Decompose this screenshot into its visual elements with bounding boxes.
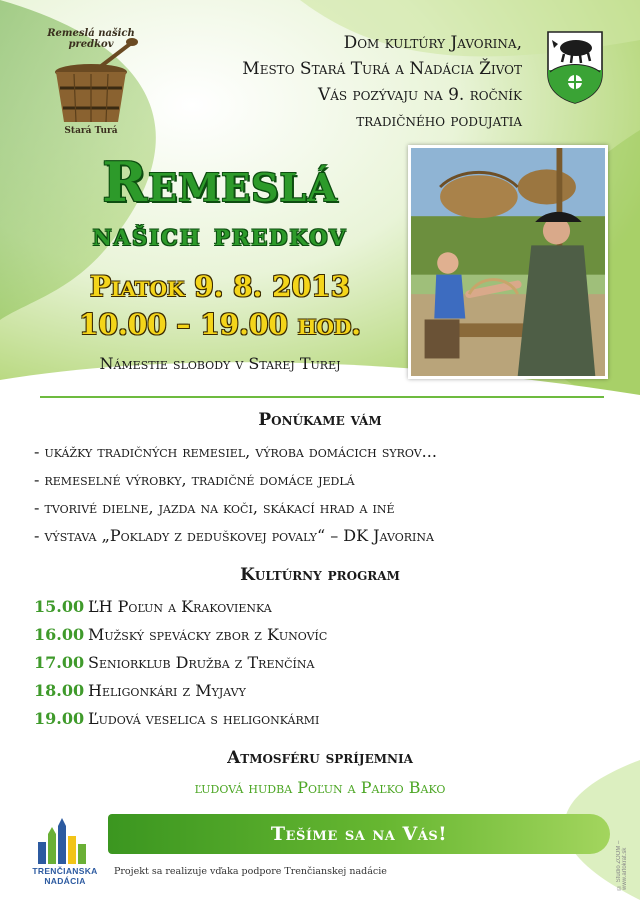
banner-text: Tešíme sa na Vás! — [270, 823, 448, 845]
sponsor-note: Projekt sa realizuje vďaka podpore Trenčianskej nadácie — [114, 866, 387, 877]
program-name: ĽH Poľun a Krakovienka — [88, 596, 272, 616]
header-line: Dom kultúry Javorina, — [343, 33, 522, 53]
sponsor-name-line1: TRENČIANSKA — [32, 866, 98, 876]
sponsor-logo-graphic — [30, 818, 100, 866]
offer-heading: Ponúkame vám — [258, 410, 382, 430]
list-item: - ukážky tradičných remesiel, výroba domácich syrov... — [34, 442, 437, 461]
event-subtitle: našich predkov — [92, 218, 348, 253]
list-item: - remeselné výrobky, tradičné domáce jedlá — [34, 470, 355, 489]
program-row — [34, 676, 594, 704]
program-name: Ľudová veselica s heligonkármi — [88, 708, 320, 728]
program-name: Mužský spevácky zbor z Kunovíc — [88, 624, 328, 644]
program-heading: Kultúrny program — [240, 565, 400, 585]
program-time: 17.00 — [34, 652, 85, 672]
atmosphere-text: ľudová hudba Poľun a Paľko Bako — [194, 778, 446, 797]
program-row — [34, 648, 594, 676]
header-line: Mesto Stará Turá a Nadácia Život — [242, 59, 522, 79]
event-date: Piatok 9. 8. 2013 — [89, 270, 351, 303]
closing-banner — [108, 814, 610, 854]
logo-arc-text: Remeslá našich predkov — [47, 28, 135, 50]
list-item: - výstava „Poklady z deduškovej povaly“ – DK Javorina — [34, 526, 434, 545]
logo-place: Stará Turá — [64, 126, 118, 136]
header-line: Vás pozývaju na 9. ročník — [317, 85, 522, 105]
sponsor-name-line2: NADÁCIA — [44, 876, 86, 886]
program-row — [34, 620, 594, 648]
event-logo — [26, 30, 156, 142]
basket-weaving-photo — [411, 148, 605, 376]
program-list — [34, 592, 594, 732]
trencianska-nadacia-logo-icon — [30, 818, 100, 894]
program-name: Heligonkári z Myjavy — [88, 680, 246, 700]
program-time: 18.00 — [34, 680, 85, 700]
craft-photo — [408, 145, 608, 379]
program-row — [34, 704, 594, 732]
section-divider — [40, 396, 604, 398]
program-time: 16.00 — [34, 624, 85, 644]
boar-coat-of-arms-icon — [546, 30, 604, 104]
event-title: Remeslá — [102, 150, 338, 214]
program-time: 19.00 — [34, 708, 85, 728]
organizers-header — [162, 30, 522, 134]
program-time: 15.00 — [34, 596, 85, 616]
atmosphere-heading: Atmosféru spríjemnia — [227, 748, 413, 768]
event-venue: Námestie slobody v Starej Turej — [99, 354, 341, 373]
program-name: Seniorklub Družba z Trenčína — [88, 652, 315, 672]
list-item: - tvorivé dielne, jazda na koči, skákací hrad a iné — [34, 498, 395, 517]
offer-list — [34, 438, 614, 550]
design-credit: © Studio ZOOM – www.artokrat.sk — [616, 840, 628, 890]
event-time: 10.00 – 19.00 hod. — [78, 308, 361, 341]
header-line: tradičného podujatia — [356, 111, 522, 131]
program-row — [34, 592, 594, 620]
